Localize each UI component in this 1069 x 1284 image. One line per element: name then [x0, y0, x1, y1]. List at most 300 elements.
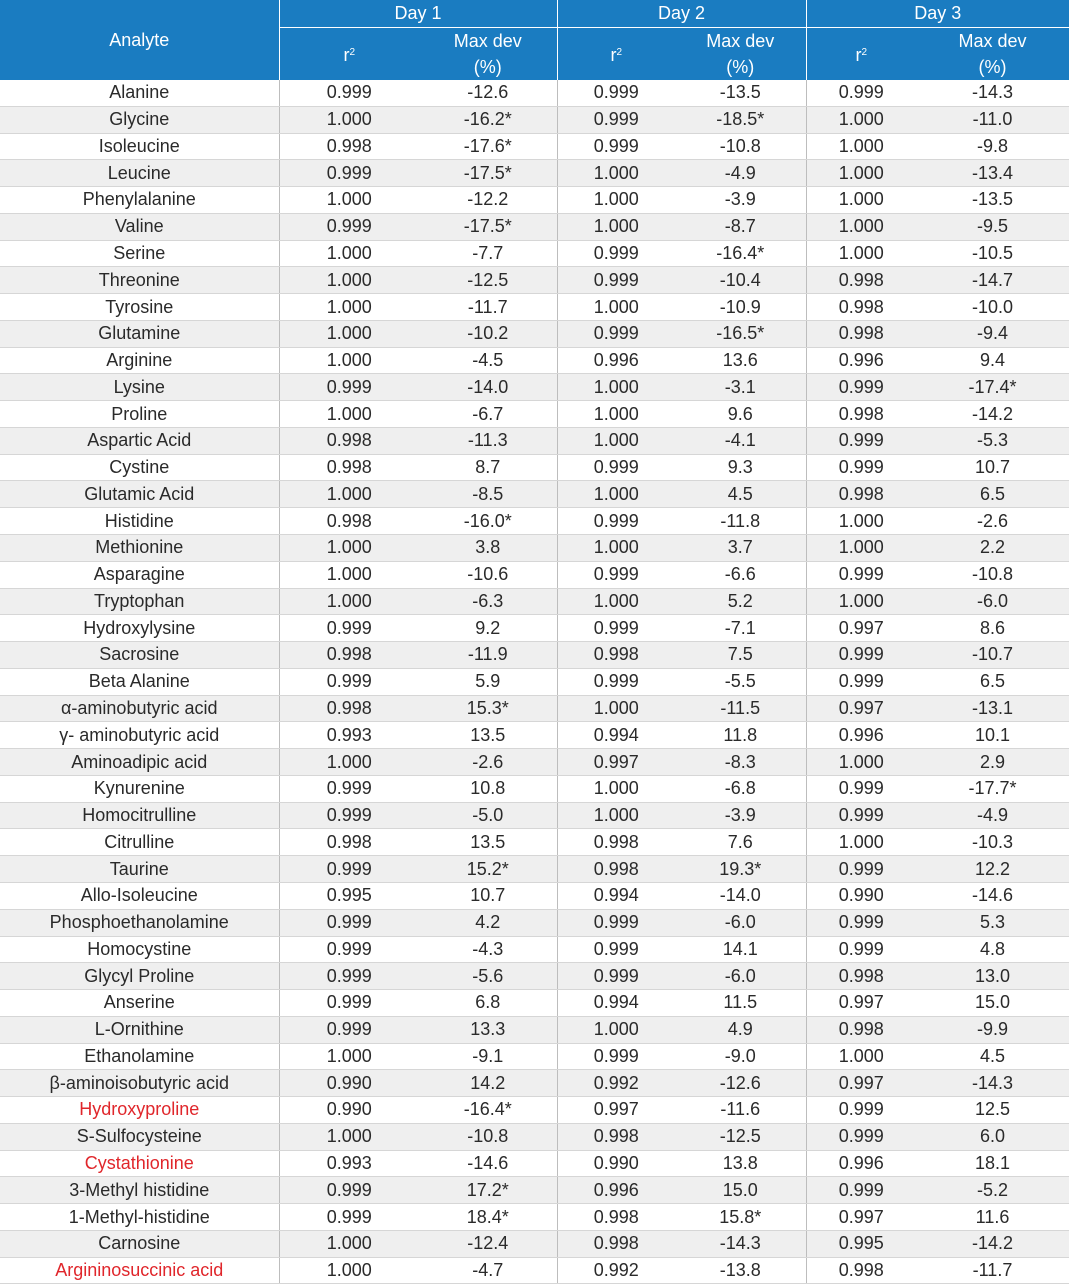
- table-row: [0, 401, 1069, 428]
- day-2-maxdev: -3.9: [675, 187, 806, 214]
- day-3-r2: 1.000: [806, 187, 916, 214]
- day-2-maxdev: -10.4: [675, 267, 806, 294]
- day-1-r2: 1.000: [279, 294, 419, 321]
- day-2-maxdev: -11.8: [675, 508, 806, 535]
- day-2-maxdev: 9.6: [675, 401, 806, 428]
- day-1-r2: 0.999: [279, 160, 419, 187]
- day-3-r2: 1.000: [806, 829, 916, 856]
- day-2-r2: 0.999: [557, 320, 675, 347]
- day-1-r2: 1.000: [279, 1123, 419, 1150]
- analyte-name: L-Ornithine: [0, 1016, 279, 1043]
- day-1-r2: 1.000: [279, 240, 419, 267]
- day-3-maxdev: -14.3: [916, 1070, 1069, 1097]
- maxdev-unit: (%): [473, 57, 502, 77]
- day-1-r2: 0.999: [279, 802, 419, 829]
- day-2-r2: 0.999: [557, 80, 675, 106]
- table-row: [0, 963, 1069, 990]
- analyte-name: Lysine: [0, 374, 279, 401]
- table-row: [0, 668, 1069, 695]
- day-1-maxdev: -14.6: [419, 1150, 557, 1177]
- day-1-maxdev: -16.0*: [419, 508, 557, 535]
- day-3-maxdev: 10.1: [916, 722, 1069, 749]
- day-2-r2: 0.992: [557, 1070, 675, 1097]
- day-1-maxdev: -9.1: [419, 1043, 557, 1070]
- analyte-name: Carnosine: [0, 1230, 279, 1257]
- table-row: [0, 1043, 1069, 1070]
- maxdev-label: Max dev: [706, 31, 775, 51]
- analyte-name: Tryptophan: [0, 588, 279, 615]
- day-1-r2: 1.000: [279, 347, 419, 374]
- analyte-name: Phenylalanine: [0, 187, 279, 214]
- day-3-r2: 0.999: [806, 936, 916, 963]
- day-1-maxdev: -11.7: [419, 294, 557, 321]
- day-3-r2: 0.996: [806, 1150, 916, 1177]
- day-3-r2: 0.997: [806, 1070, 916, 1097]
- analyte-name: Taurine: [0, 856, 279, 883]
- day-2-maxdev: -13.8: [675, 1257, 806, 1284]
- table-row: [0, 990, 1069, 1017]
- day-3-maxdev: -14.2: [916, 1230, 1069, 1257]
- table-row: [0, 240, 1069, 267]
- day-1-r2: 0.999: [279, 1016, 419, 1043]
- table-row: [0, 1230, 1069, 1257]
- day-2-maxdev: -3.9: [675, 802, 806, 829]
- day-1-r2: 0.999: [279, 1204, 419, 1231]
- day-3-maxdev: 15.0: [916, 990, 1069, 1017]
- day-1-r2: 0.993: [279, 1150, 419, 1177]
- day-3-r2-header: [806, 28, 916, 81]
- day-2-maxdev: -4.9: [675, 160, 806, 187]
- day-2-r2: 0.999: [557, 1043, 675, 1070]
- day-2-r2: 0.999: [557, 240, 675, 267]
- day-1-r2: 0.999: [279, 856, 419, 883]
- day-3-maxdev: -9.4: [916, 320, 1069, 347]
- analyte-name: Cystine: [0, 454, 279, 481]
- day-3-maxdev: -2.6: [916, 508, 1069, 535]
- day-2-r2: 0.999: [557, 936, 675, 963]
- day-1-r2: 1.000: [279, 267, 419, 294]
- day-3-r2: 1.000: [806, 213, 916, 240]
- day-3-maxdev: -5.3: [916, 427, 1069, 454]
- day-2-r2: 1.000: [557, 775, 675, 802]
- day-3-r2: 0.999: [806, 80, 916, 106]
- day-2-r2: 0.999: [557, 133, 675, 160]
- day-1-r2: 0.998: [279, 829, 419, 856]
- day-3-r2: 0.998: [806, 1257, 916, 1284]
- day-3-maxdev: 6.5: [916, 668, 1069, 695]
- day-2-r2: 1.000: [557, 374, 675, 401]
- maxdev-unit: (%): [726, 57, 755, 77]
- analyte-name: Kynurenine: [0, 775, 279, 802]
- day-1-maxdev: -11.3: [419, 427, 557, 454]
- day-2-maxdev: 13.8: [675, 1150, 806, 1177]
- day-3-r2: 0.998: [806, 1016, 916, 1043]
- day-2-maxdev: -14.3: [675, 1230, 806, 1257]
- table-row: [0, 588, 1069, 615]
- table-row: [0, 1097, 1069, 1124]
- day-1-r2: 0.998: [279, 133, 419, 160]
- day-2-r2: 0.999: [557, 963, 675, 990]
- table-row: [0, 160, 1069, 187]
- day-3-r2: 0.999: [806, 642, 916, 669]
- day-1-r2: 0.998: [279, 427, 419, 454]
- day-1-maxdev: -5.0: [419, 802, 557, 829]
- day-1-maxdev: 10.8: [419, 775, 557, 802]
- day-3-r2: 1.000: [806, 1043, 916, 1070]
- day-1-r2: 0.999: [279, 909, 419, 936]
- day-3-r2: 0.999: [806, 454, 916, 481]
- table-body: [0, 80, 1069, 1284]
- day-1-maxdev: -16.4*: [419, 1097, 557, 1124]
- day-3-maxdev: -9.9: [916, 1016, 1069, 1043]
- day-1-maxdev: 9.2: [419, 615, 557, 642]
- day-2-maxdev: -13.5: [675, 80, 806, 106]
- table-row: [0, 829, 1069, 856]
- day-2-r2: 1.000: [557, 213, 675, 240]
- table-row: [0, 106, 1069, 133]
- analyte-name: Methionine: [0, 535, 279, 562]
- table-row: [0, 775, 1069, 802]
- day-1-maxdev: -17.5*: [419, 213, 557, 240]
- analyte-name: Hydroxylysine: [0, 615, 279, 642]
- table-row: [0, 133, 1069, 160]
- day-3-maxdev: -14.7: [916, 267, 1069, 294]
- table-header: [0, 0, 1069, 80]
- day-1-maxdev: 17.2*: [419, 1177, 557, 1204]
- day-3-r2: 0.996: [806, 347, 916, 374]
- analyte-name: S-Sulfocysteine: [0, 1123, 279, 1150]
- day-2-r2: 0.997: [557, 749, 675, 776]
- day-1-r2: 1.000: [279, 1043, 419, 1070]
- day-1-maxdev: 6.8: [419, 990, 557, 1017]
- day-1-maxdev: -12.5: [419, 267, 557, 294]
- analyte-name: Arginine: [0, 347, 279, 374]
- day-3-maxdev: -9.8: [916, 133, 1069, 160]
- table-row: [0, 187, 1069, 214]
- analyte-name: Argininosuccinic acid: [0, 1257, 279, 1284]
- day-2-r2: 1.000: [557, 294, 675, 321]
- day-1-maxdev: 13.5: [419, 829, 557, 856]
- day-2-maxdev: -14.0: [675, 882, 806, 909]
- day-2-maxdev-header: [675, 28, 806, 81]
- day-1-maxdev: -4.5: [419, 347, 557, 374]
- analyte-name: Aspartic Acid: [0, 427, 279, 454]
- day-2-r2: 0.990: [557, 1150, 675, 1177]
- day-2-header: Day 2: [557, 0, 806, 28]
- day-1-maxdev-header: [419, 28, 557, 81]
- day-2-r2: 0.994: [557, 882, 675, 909]
- day-1-maxdev: -17.6*: [419, 133, 557, 160]
- day-1-maxdev: 5.9: [419, 668, 557, 695]
- day-3-maxdev: -10.8: [916, 561, 1069, 588]
- day-3-r2: 0.999: [806, 802, 916, 829]
- analyte-name: Threonine: [0, 267, 279, 294]
- day-2-maxdev: 3.7: [675, 535, 806, 562]
- day-3-r2: 1.000: [806, 508, 916, 535]
- table-row: [0, 1070, 1069, 1097]
- day-1-maxdev: -14.0: [419, 374, 557, 401]
- table-row: [0, 749, 1069, 776]
- analyte-name: Ethanolamine: [0, 1043, 279, 1070]
- day-2-maxdev: -12.6: [675, 1070, 806, 1097]
- analyte-name: Allo-Isoleucine: [0, 882, 279, 909]
- day-2-r2: 1.000: [557, 481, 675, 508]
- day-3-r2: 0.999: [806, 427, 916, 454]
- day-3-r2: 0.999: [806, 1177, 916, 1204]
- day-3-r2: 0.999: [806, 775, 916, 802]
- day-1-r2: 0.998: [279, 508, 419, 535]
- table-row: [0, 561, 1069, 588]
- day-3-maxdev-header: [916, 28, 1069, 81]
- day-2-maxdev: -16.5*: [675, 320, 806, 347]
- maxdev-label: Max dev: [958, 31, 1027, 51]
- day-3-r2: 0.998: [806, 963, 916, 990]
- day-2-r2: 0.999: [557, 267, 675, 294]
- day-1-maxdev: 10.7: [419, 882, 557, 909]
- analyte-name: Citrulline: [0, 829, 279, 856]
- day-1-r2: 1.000: [279, 588, 419, 615]
- day-3-maxdev: 18.1: [916, 1150, 1069, 1177]
- day-1-r2: 0.999: [279, 213, 419, 240]
- day-3-maxdev: -13.5: [916, 187, 1069, 214]
- day-3-maxdev: -13.1: [916, 695, 1069, 722]
- day-3-maxdev: 4.8: [916, 936, 1069, 963]
- table-row: [0, 1016, 1069, 1043]
- day-1-maxdev: -6.3: [419, 588, 557, 615]
- day-1-maxdev: -16.2*: [419, 106, 557, 133]
- table-row: [0, 294, 1069, 321]
- day-1-r2: 0.999: [279, 936, 419, 963]
- table-row: [0, 882, 1069, 909]
- table-row: [0, 615, 1069, 642]
- table-row: [0, 1123, 1069, 1150]
- day-3-maxdev: 13.0: [916, 963, 1069, 990]
- day-3-r2: 0.990: [806, 882, 916, 909]
- day-3-maxdev: -17.7*: [916, 775, 1069, 802]
- day-2-r2: 0.997: [557, 1097, 675, 1124]
- day-3-maxdev: 9.4: [916, 347, 1069, 374]
- day-3-maxdev: 2.2: [916, 535, 1069, 562]
- table-row: [0, 481, 1069, 508]
- day-1-r2: 1.000: [279, 1257, 419, 1284]
- day-3-r2: 0.999: [806, 1123, 916, 1150]
- day-3-r2: 0.999: [806, 856, 916, 883]
- table-row: [0, 856, 1069, 883]
- day-2-maxdev: -10.9: [675, 294, 806, 321]
- day-2-maxdev: 9.3: [675, 454, 806, 481]
- day-3-maxdev: -10.7: [916, 642, 1069, 669]
- day-2-maxdev: -10.8: [675, 133, 806, 160]
- day-2-r2-header: [557, 28, 675, 81]
- day-1-r2: 0.999: [279, 990, 419, 1017]
- day-3-r2: 0.998: [806, 401, 916, 428]
- day-3-r2: 1.000: [806, 133, 916, 160]
- day-2-r2: 0.999: [557, 454, 675, 481]
- day-2-r2: 0.999: [557, 106, 675, 133]
- table-row: [0, 936, 1069, 963]
- day-1-maxdev: 15.2*: [419, 856, 557, 883]
- analyte-name: Isoleucine: [0, 133, 279, 160]
- day-3-maxdev: 6.0: [916, 1123, 1069, 1150]
- day-2-r2: 1.000: [557, 695, 675, 722]
- day-3-r2: 0.999: [806, 668, 916, 695]
- day-1-r2: 1.000: [279, 481, 419, 508]
- table-row: [0, 454, 1069, 481]
- day-3-maxdev: -10.5: [916, 240, 1069, 267]
- day-2-maxdev: -9.0: [675, 1043, 806, 1070]
- day-1-r2: 0.993: [279, 722, 419, 749]
- day-2-maxdev: 7.6: [675, 829, 806, 856]
- table-row: [0, 80, 1069, 106]
- day-3-maxdev: -5.2: [916, 1177, 1069, 1204]
- day-1-maxdev: -6.7: [419, 401, 557, 428]
- table-row: [0, 213, 1069, 240]
- day-2-maxdev: 11.5: [675, 990, 806, 1017]
- day-1-r2: 0.990: [279, 1097, 419, 1124]
- day-2-r2: 0.998: [557, 829, 675, 856]
- day-1-maxdev: 4.2: [419, 909, 557, 936]
- day-2-r2: 0.998: [557, 1204, 675, 1231]
- day-1-maxdev: 13.5: [419, 722, 557, 749]
- day-2-maxdev: -18.5*: [675, 106, 806, 133]
- day-2-maxdev: -5.5: [675, 668, 806, 695]
- day-1-r2: 1.000: [279, 561, 419, 588]
- day-2-r2: 0.999: [557, 615, 675, 642]
- day-2-maxdev: 5.2: [675, 588, 806, 615]
- day-2-maxdev: -6.8: [675, 775, 806, 802]
- table-row: [0, 722, 1069, 749]
- analyte-name: Beta Alanine: [0, 668, 279, 695]
- day-2-r2: 1.000: [557, 802, 675, 829]
- analyte-name: Serine: [0, 240, 279, 267]
- day-3-r2: 0.999: [806, 909, 916, 936]
- day-3-r2: 0.997: [806, 615, 916, 642]
- analyte-name: Hydroxyproline: [0, 1097, 279, 1124]
- day-2-r2: 0.994: [557, 990, 675, 1017]
- day-1-r2: 0.999: [279, 1177, 419, 1204]
- day-2-maxdev: -7.1: [675, 615, 806, 642]
- day-2-maxdev: 7.5: [675, 642, 806, 669]
- day-1-r2: 1.000: [279, 749, 419, 776]
- analyte-name: Aminoadipic acid: [0, 749, 279, 776]
- day-2-r2: 1.000: [557, 1016, 675, 1043]
- day-2-r2: 0.996: [557, 1177, 675, 1204]
- day-1-maxdev: -4.7: [419, 1257, 557, 1284]
- day-1-r2: 0.999: [279, 668, 419, 695]
- day-2-maxdev: -6.0: [675, 963, 806, 990]
- day-2-maxdev: -4.1: [675, 427, 806, 454]
- analyte-name: Histidine: [0, 508, 279, 535]
- day-3-maxdev: 12.5: [916, 1097, 1069, 1124]
- day-3-maxdev: -11.7: [916, 1257, 1069, 1284]
- day-1-r2: 0.995: [279, 882, 419, 909]
- day-2-r2: 0.992: [557, 1257, 675, 1284]
- day-3-maxdev: 11.6: [916, 1204, 1069, 1231]
- day-2-maxdev: -11.6: [675, 1097, 806, 1124]
- day-1-maxdev: -12.2: [419, 187, 557, 214]
- day-1-maxdev: -17.5*: [419, 160, 557, 187]
- day-1-r2: 0.998: [279, 454, 419, 481]
- day-2-maxdev: -8.7: [675, 213, 806, 240]
- day-2-maxdev: 15.8*: [675, 1204, 806, 1231]
- analyte-name: Glycine: [0, 106, 279, 133]
- day-1-maxdev: -10.2: [419, 320, 557, 347]
- day-3-r2: 0.999: [806, 561, 916, 588]
- analyte-name: Valine: [0, 213, 279, 240]
- day-1-r2-header: [279, 28, 419, 81]
- table-row: [0, 535, 1069, 562]
- day-2-r2: 0.998: [557, 1230, 675, 1257]
- analyte-name: 1-Methyl-histidine: [0, 1204, 279, 1231]
- analyte-name: β-aminoisobutyric acid: [0, 1070, 279, 1097]
- analyte-name: Sacrosine: [0, 642, 279, 669]
- day-2-r2: 0.999: [557, 909, 675, 936]
- day-3-r2: 0.997: [806, 1204, 916, 1231]
- day-1-maxdev: 13.3: [419, 1016, 557, 1043]
- day-1-r2: 1.000: [279, 401, 419, 428]
- day-2-maxdev: 13.6: [675, 347, 806, 374]
- day-1-maxdev: -8.5: [419, 481, 557, 508]
- day-2-maxdev: 4.9: [675, 1016, 806, 1043]
- day-3-r2: 1.000: [806, 240, 916, 267]
- day-3-maxdev: -13.4: [916, 160, 1069, 187]
- table-row: [0, 909, 1069, 936]
- day-2-maxdev: -6.6: [675, 561, 806, 588]
- day-2-maxdev: -6.0: [675, 909, 806, 936]
- analyte-name: Homocitrulline: [0, 802, 279, 829]
- day-3-r2: 0.998: [806, 481, 916, 508]
- day-1-r2: 0.999: [279, 80, 419, 106]
- table-row: [0, 374, 1069, 401]
- day-2-r2: 1.000: [557, 187, 675, 214]
- r2-superscript: 2: [861, 47, 868, 58]
- day-2-maxdev: 11.8: [675, 722, 806, 749]
- day-3-r2: 0.999: [806, 374, 916, 401]
- day-1-maxdev: 18.4*: [419, 1204, 557, 1231]
- table-row: [0, 642, 1069, 669]
- day-2-r2: 1.000: [557, 535, 675, 562]
- day-3-r2: 0.998: [806, 294, 916, 321]
- analyte-column-header: Analyte: [0, 0, 279, 80]
- day-1-r2: 1.000: [279, 187, 419, 214]
- day-1-maxdev: 8.7: [419, 454, 557, 481]
- day-2-r2: 1.000: [557, 160, 675, 187]
- day-2-maxdev: 15.0: [675, 1177, 806, 1204]
- day-2-r2: 0.998: [557, 1123, 675, 1150]
- day-3-maxdev: 10.7: [916, 454, 1069, 481]
- day-1-r2: 0.999: [279, 963, 419, 990]
- day-2-r2: 0.999: [557, 508, 675, 535]
- analyte-name: Anserine: [0, 990, 279, 1017]
- day-2-maxdev: -11.5: [675, 695, 806, 722]
- day-1-r2: 0.990: [279, 1070, 419, 1097]
- day-1-maxdev: -4.3: [419, 936, 557, 963]
- day-2-maxdev: -12.5: [675, 1123, 806, 1150]
- table-row: [0, 508, 1069, 535]
- day-2-maxdev: 19.3*: [675, 856, 806, 883]
- day-3-r2: 1.000: [806, 749, 916, 776]
- day-1-r2: 0.999: [279, 615, 419, 642]
- day-3-r2: 0.999: [806, 1097, 916, 1124]
- day-2-maxdev: -3.1: [675, 374, 806, 401]
- day-2-maxdev: -16.4*: [675, 240, 806, 267]
- day-3-maxdev: -14.6: [916, 882, 1069, 909]
- day-2-r2: 1.000: [557, 401, 675, 428]
- analyte-name: γ- aminobutyric acid: [0, 722, 279, 749]
- day-2-maxdev: 4.5: [675, 481, 806, 508]
- day-1-r2: 0.998: [279, 642, 419, 669]
- day-1-r2: 0.999: [279, 374, 419, 401]
